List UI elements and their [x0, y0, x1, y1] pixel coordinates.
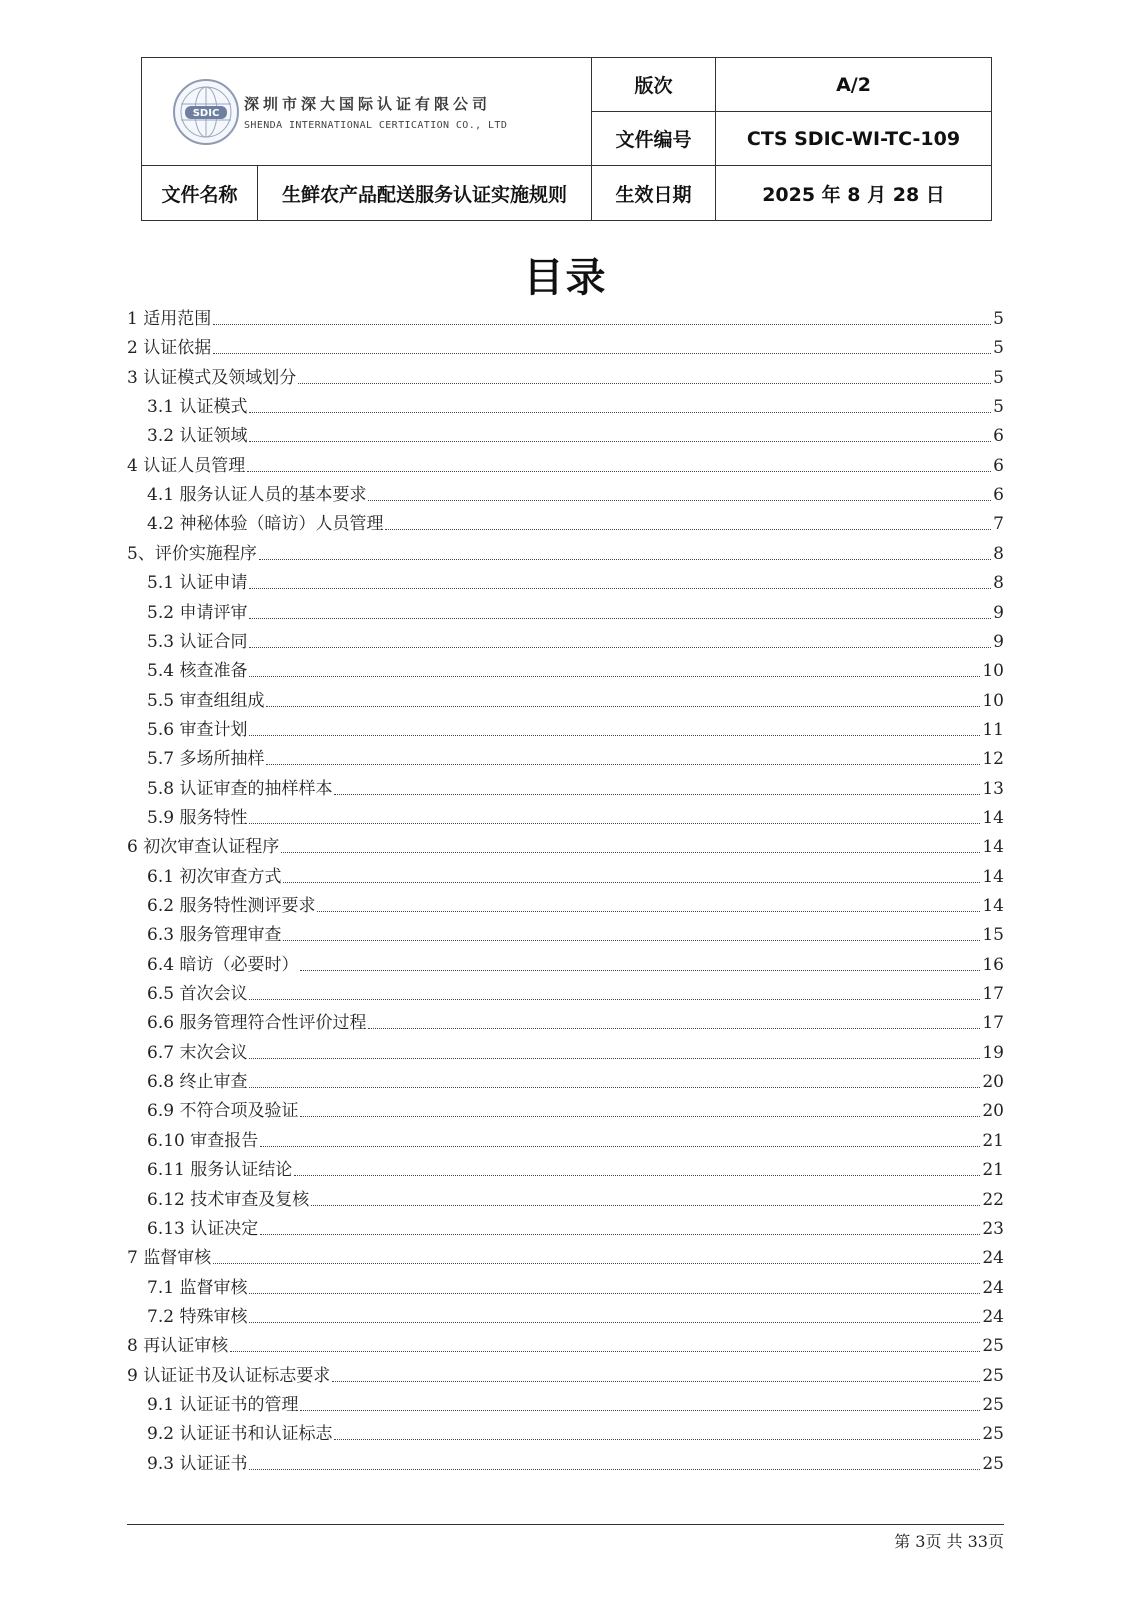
toc-entry-page: 14 [982, 896, 1004, 916]
toc-leader-dots [334, 1439, 980, 1440]
toc-entry-label: 2 认证依据 [127, 338, 212, 359]
toc-entry-page: 25 [982, 1365, 1004, 1386]
toc-entry[interactable] [147, 1122, 1004, 1152]
document-header-table [141, 57, 992, 221]
toc-entry-page: 6 [993, 426, 1004, 447]
toc-entry-page: 19 [982, 1042, 1004, 1063]
toc-entry-label: 5.8 认证审查的抽样样本 [147, 778, 333, 799]
toc-leader-dots [311, 1205, 980, 1206]
toc-entry[interactable] [147, 1181, 1004, 1211]
toc-leader-dots [249, 1058, 980, 1059]
toc-leader-dots [249, 1087, 980, 1088]
footer-divider [127, 1524, 1004, 1525]
toc-entry[interactable] [147, 799, 1004, 829]
toc-entry[interactable] [127, 535, 1004, 565]
toc-entry-page: 25 [982, 1453, 1004, 1474]
version-value: A/2 [716, 58, 992, 112]
toc-entry[interactable] [147, 476, 1004, 506]
toc-entry-page: 5 [993, 309, 1004, 329]
toc-entry[interactable] [147, 858, 1004, 888]
toc-leader-dots [247, 471, 991, 472]
toc-entry[interactable] [127, 359, 1004, 389]
toc-entry-label: 5.6 审查计划 [147, 719, 248, 740]
toc-entry-label: 8 再认证审核 [127, 1336, 229, 1357]
toc-entry-label: 5.5 审查组组成 [147, 690, 265, 711]
toc-entry-page: 24 [982, 1248, 1004, 1269]
toc-leader-dots [249, 676, 980, 677]
toc-entry[interactable] [147, 1415, 1004, 1445]
toc-entry-page: 6 [993, 455, 1004, 476]
toc-entry[interactable] [147, 564, 1004, 594]
toc-entry[interactable] [147, 1386, 1004, 1416]
toc-entry-label: 6.3 服务管理审查 [147, 925, 282, 946]
toc-entry-page: 5 [993, 338, 1004, 359]
toc-leader-dots [368, 1028, 980, 1029]
toc-entry-label: 5、评价实施程序 [127, 543, 257, 564]
toc-leader-dots [230, 1351, 980, 1352]
toc-leader-dots [213, 1263, 980, 1264]
toc-entry[interactable] [147, 682, 1004, 712]
toc-leader-dots [281, 852, 980, 853]
toc-leader-dots [213, 324, 991, 325]
toc-leader-dots [334, 794, 980, 795]
toc-entry-page: 14 [982, 837, 1004, 858]
toc-entry-page: 20 [982, 1072, 1004, 1093]
doc-name-value: 生鲜农产品配送服务认证实施规则 [258, 166, 592, 221]
toc-entry-page: 17 [982, 984, 1004, 1005]
toc-entry[interactable] [147, 1445, 1004, 1475]
toc-entry-label: 6 初次审查认证程序 [127, 837, 280, 858]
toc-entry[interactable] [147, 652, 1004, 682]
toc-leader-dots [385, 529, 991, 530]
toc-leader-dots [283, 882, 980, 883]
toc-entry-label: 6.8 终止审查 [147, 1072, 248, 1093]
toc-leader-dots [300, 970, 980, 971]
toc-entry-label: 6.1 初次审查方式 [147, 866, 282, 887]
toc-entry[interactable] [147, 1034, 1004, 1064]
toc-leader-dots [249, 823, 980, 824]
toc-entry-page: 20 [982, 1101, 1004, 1122]
toc-entry[interactable] [127, 329, 1004, 359]
toc-entry-page: 17 [982, 1013, 1004, 1034]
toc-entry[interactable] [147, 740, 1004, 770]
toc-leader-dots [249, 999, 980, 1000]
footer-page-info: 第 3页 共 33页 [894, 1532, 1004, 1551]
toc-entry-label: 6.7 末次会议 [147, 1042, 248, 1063]
toc-entry-page: 24 [982, 1277, 1004, 1298]
toc-entry[interactable] [147, 417, 1004, 447]
toc-entry-label: 3.1 认证模式 [147, 397, 248, 418]
toc-leader-dots [300, 1116, 980, 1117]
toc-entry-label: 6.13 认证决定 [147, 1218, 259, 1239]
toc-entry[interactable] [147, 388, 1004, 418]
toc-entry-page: 5 [993, 397, 1004, 418]
toc-entry-page: 6 [993, 485, 1004, 506]
toc-entry-label: 6.10 审查报告 [147, 1130, 259, 1151]
toc-leader-dots [249, 618, 991, 619]
toc-entry-page: 15 [982, 925, 1004, 946]
toc-entry-page: 10 [982, 690, 1004, 711]
toc-entry-page: 5 [993, 367, 1004, 388]
toc-leader-dots [260, 1146, 980, 1147]
toc-entry-page: 9 [993, 631, 1004, 652]
toc-entry[interactable] [147, 887, 1004, 917]
toc-leader-dots [249, 588, 991, 589]
toc-leader-dots [300, 1410, 980, 1411]
toc-entry[interactable] [127, 300, 1004, 330]
toc-entry-label: 6.4 暗访（必要时） [147, 954, 299, 975]
toc-entry-label: 4.1 服务认证人员的基本要求 [147, 485, 367, 506]
company-name-cn: 深圳市深大国际认证有限公司 [244, 94, 492, 113]
toc-entry-page: 7 [993, 514, 1004, 535]
toc-entry-page: 10 [982, 661, 1004, 682]
toc-entry[interactable] [127, 1327, 1004, 1357]
toc-entry[interactable] [127, 828, 1004, 858]
toc-entry[interactable] [147, 1004, 1004, 1034]
toc-entry[interactable] [147, 1210, 1004, 1240]
toc-entry-page: 25 [982, 1424, 1004, 1445]
toc-leader-dots [266, 764, 980, 765]
toc-entry-page: 21 [982, 1130, 1004, 1151]
toc-entry-page: 21 [982, 1160, 1004, 1181]
toc-entry-label: 1 适用范围 [127, 309, 212, 329]
toc-entry-page: 11 [982, 719, 1004, 740]
toc-entry[interactable] [147, 1269, 1004, 1299]
toc-entry-label: 6.12 技术审查及复核 [147, 1189, 310, 1210]
toc-entry[interactable] [147, 711, 1004, 741]
toc-leader-dots [298, 383, 991, 384]
toc-entry[interactable] [147, 916, 1004, 946]
version-label: 版次 [592, 58, 716, 112]
toc-entry-page: 16 [982, 954, 1004, 975]
toc-entry-page: 22 [982, 1189, 1004, 1210]
toc-entry[interactable] [147, 1092, 1004, 1122]
toc-entry[interactable] [147, 1063, 1004, 1093]
toc-entry-label: 9.3 认证证书 [147, 1453, 248, 1474]
toc-entry-page: 24 [982, 1306, 1004, 1327]
toc-entry[interactable] [127, 1357, 1004, 1387]
toc-leader-dots [260, 1234, 980, 1235]
company-logo-cell [142, 58, 592, 166]
toc-entry-label: 7.1 监督审核 [147, 1277, 248, 1298]
toc-entry-page: 14 [982, 807, 1004, 828]
toc-leader-dots [283, 940, 980, 941]
toc-entry[interactable] [147, 770, 1004, 800]
effective-date-label: 生效日期 [592, 166, 716, 221]
toc-entry-label: 6.5 首次会议 [147, 984, 248, 1005]
toc-entry-label: 6.11 服务认证结论 [147, 1160, 293, 1181]
company-name-en: SHENDA INTERNATIONAL CERTICATION CO., LTD [244, 119, 508, 131]
toc-leader-dots [259, 559, 991, 560]
toc-entry-page: 8 [993, 543, 1004, 564]
toc-entry-label: 9 认证证书及认证标志要求 [127, 1365, 331, 1386]
toc-entry-page: 8 [993, 573, 1004, 594]
toc-entry[interactable] [127, 447, 1004, 477]
toc-leader-dots [249, 1469, 980, 1470]
toc-entry-label: 9.1 认证证书的管理 [147, 1394, 299, 1415]
toc-entry-label: 4 认证人员管理 [127, 455, 246, 476]
toc-entry[interactable] [147, 975, 1004, 1005]
toc-leader-dots [332, 1381, 980, 1382]
toc-entry-label: 5.4 核查准备 [147, 661, 248, 682]
doc-number-value: CTS SDIC-WI-TC-109 [716, 112, 992, 166]
toc-entry-page: 13 [982, 778, 1004, 799]
toc-leader-dots [249, 647, 991, 648]
effective-date-value: 2025 年 8 月 28 日 [716, 166, 992, 221]
page-title: 目录 [523, 254, 608, 301]
toc-entry[interactable] [127, 1239, 1004, 1269]
company-logo-icon [172, 78, 240, 146]
toc-entry-label: 3.2 认证领域 [147, 426, 248, 447]
toc-entry-label: 5.3 认证合同 [147, 631, 248, 652]
toc-entry-page: 25 [982, 1336, 1004, 1357]
toc-leader-dots [294, 1175, 980, 1176]
toc-entry-page: 14 [982, 866, 1004, 887]
toc-leader-dots [249, 1293, 980, 1294]
toc-entry[interactable] [147, 946, 1004, 976]
logo-acronym: SDIC [192, 107, 220, 119]
doc-number-label: 文件编号 [592, 112, 716, 166]
toc-entry-label: 5.1 认证申请 [147, 573, 248, 594]
toc-leader-dots [249, 735, 980, 736]
toc-entry-label: 4.2 神秘体验（暗访）人员管理 [147, 514, 384, 535]
toc-leader-dots [249, 412, 991, 413]
toc-leader-dots [368, 500, 991, 501]
toc-entry[interactable] [147, 623, 1004, 653]
toc-entry[interactable] [147, 505, 1004, 535]
toc-entry-label: 5.2 申请评审 [147, 602, 248, 623]
toc-entry[interactable] [147, 594, 1004, 624]
toc-entry-page: 23 [982, 1218, 1004, 1239]
doc-name-label: 文件名称 [142, 166, 258, 221]
toc-leader-dots [249, 1322, 980, 1323]
toc-entry-label: 5.7 多场所抽样 [147, 749, 265, 770]
toc-entry-page: 9 [993, 602, 1004, 623]
toc-leader-dots [213, 353, 991, 354]
toc-entry[interactable] [147, 1151, 1004, 1181]
toc-entry[interactable] [147, 1298, 1004, 1328]
toc-entry-label: 6.9 不符合项及验证 [147, 1101, 299, 1122]
toc-entry-label: 6.6 服务管理符合性评价过程 [147, 1013, 367, 1034]
toc-entry-label: 6.2 服务特性测评要求 [147, 896, 316, 916]
toc-leader-dots [317, 911, 980, 912]
toc-entry-label: 9.2 认证证书和认证标志 [147, 1424, 333, 1445]
toc-entry-label: 7 监督审核 [127, 1248, 212, 1269]
toc-entry-label: 5.9 服务特性 [147, 807, 248, 828]
toc-entry-page: 25 [982, 1394, 1004, 1415]
toc-entry-label: 3 认证模式及领域划分 [127, 367, 297, 388]
toc-leader-dots [249, 441, 991, 442]
toc-entry-label: 7.2 特殊审核 [147, 1306, 248, 1327]
toc-leader-dots [266, 706, 980, 707]
toc-entry-page: 12 [982, 749, 1004, 770]
